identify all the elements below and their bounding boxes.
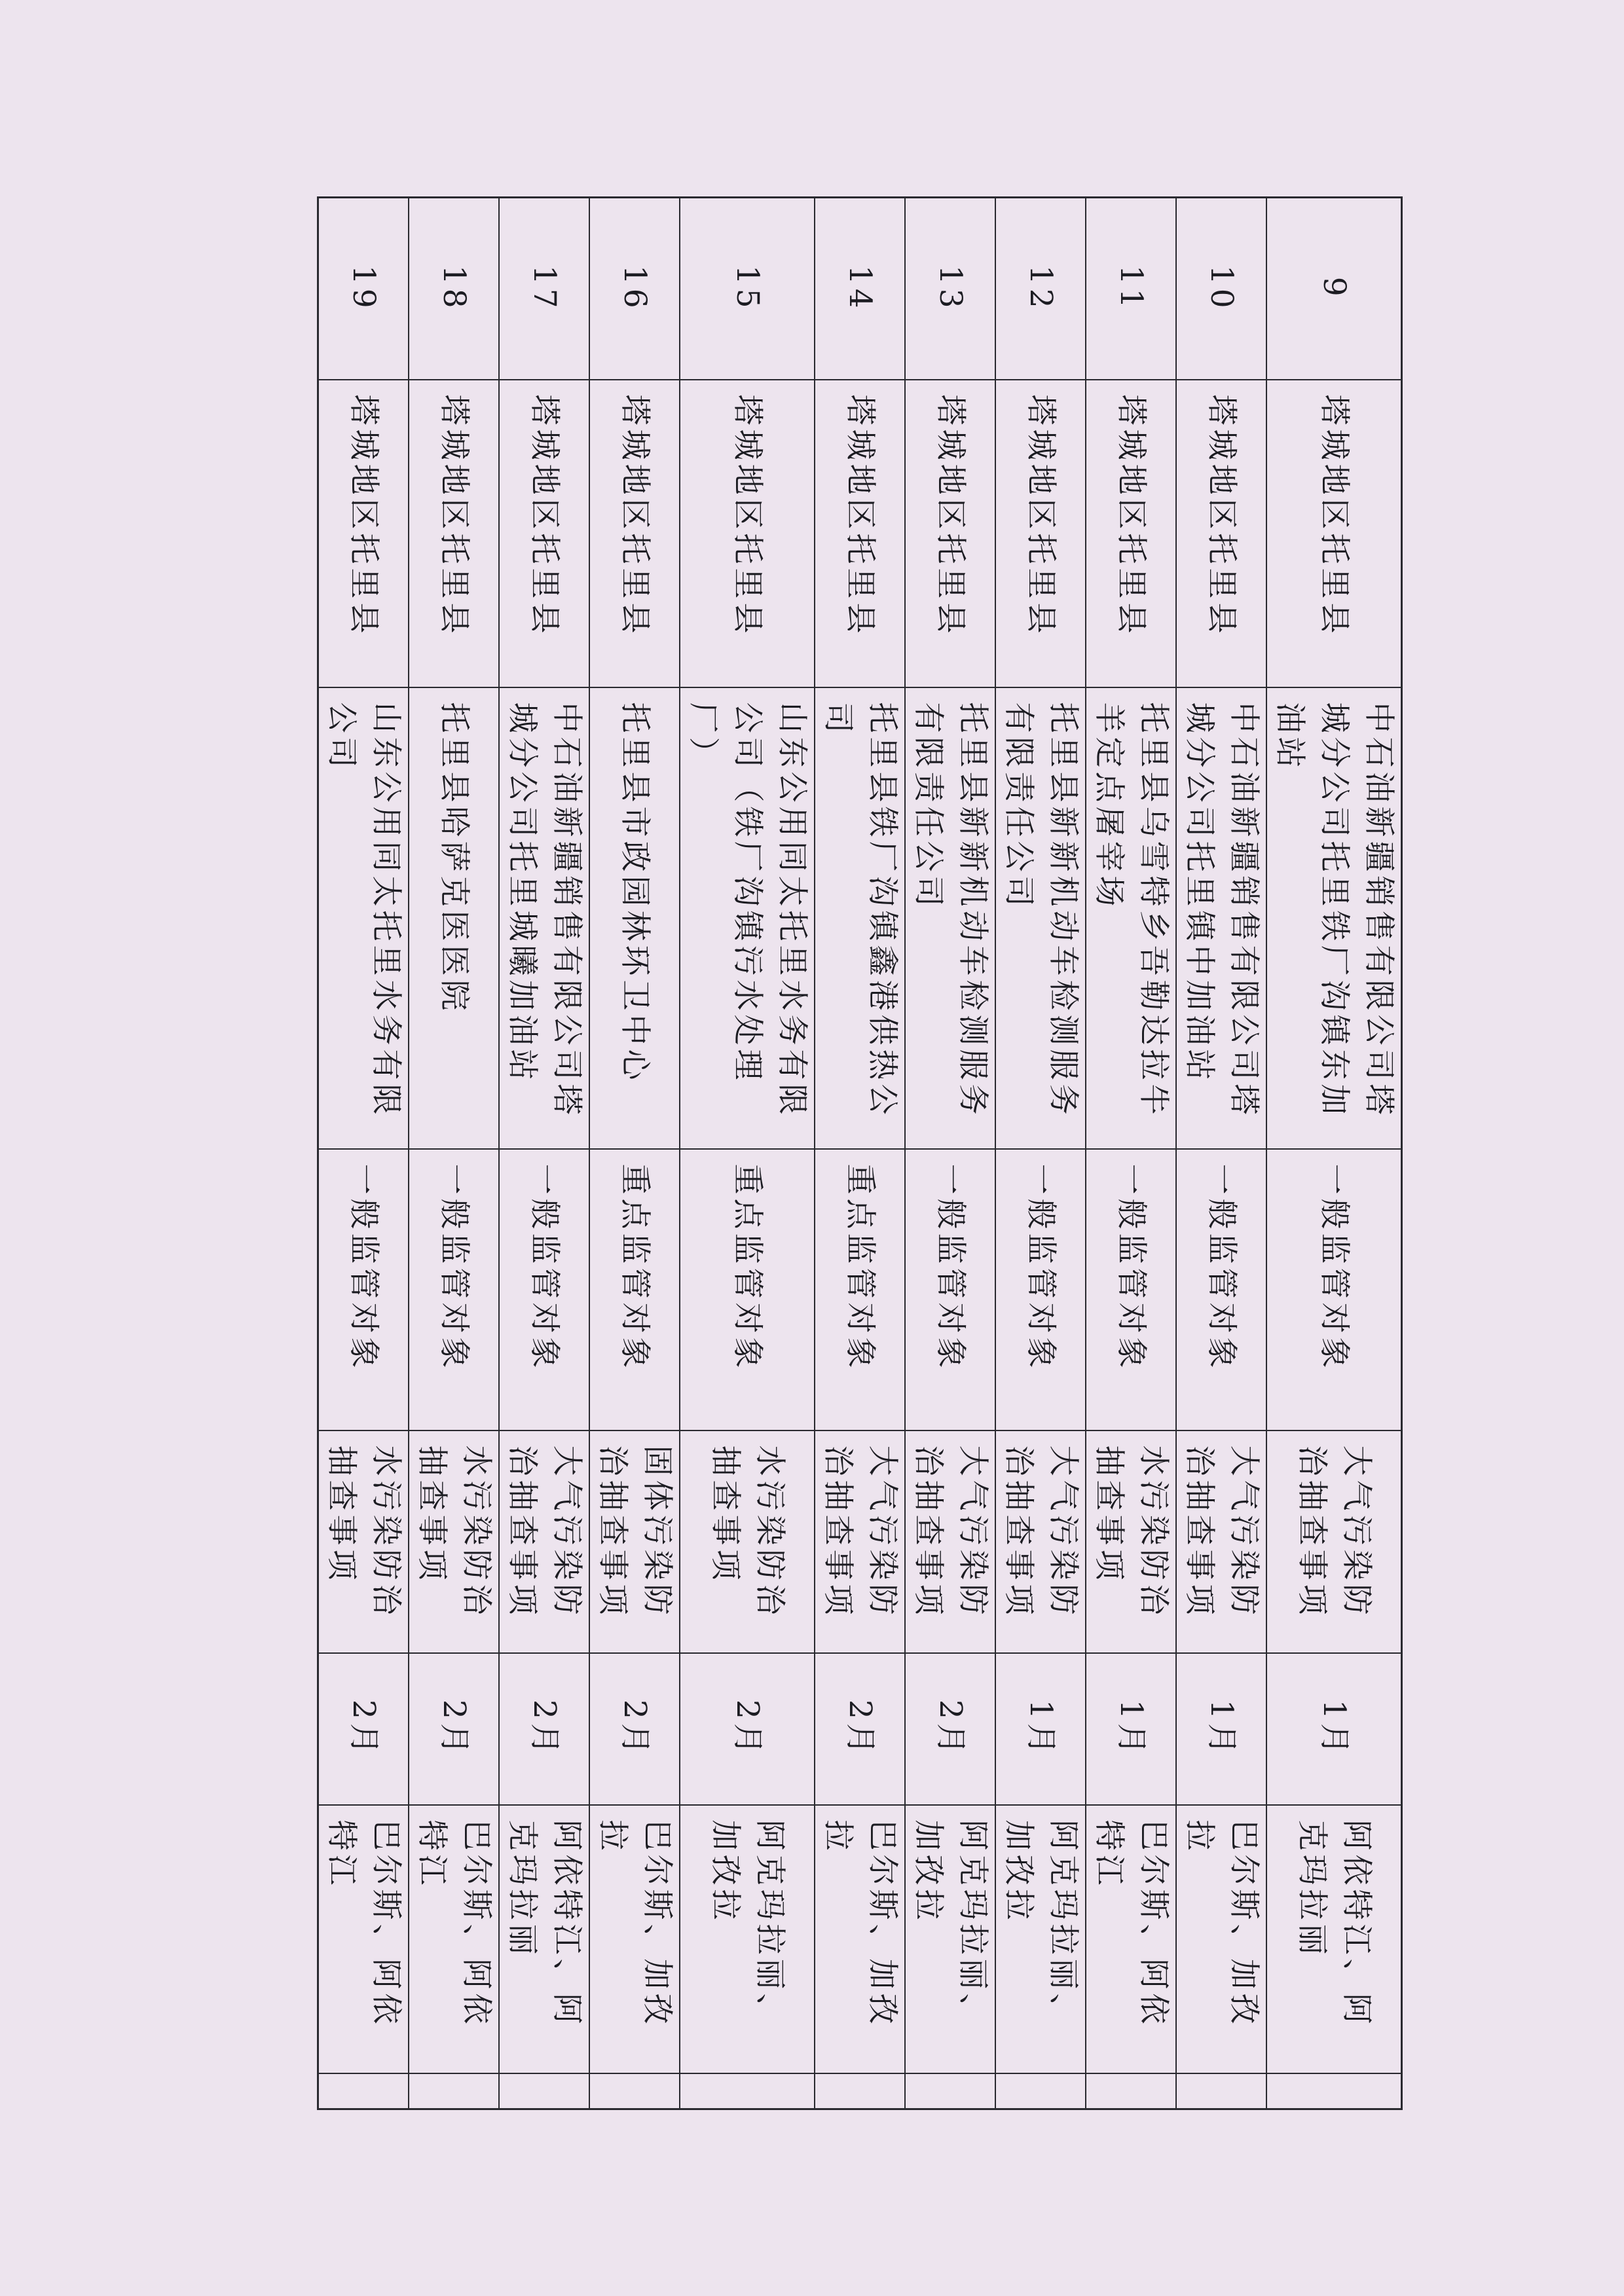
supervision-level-cell: 一般监管对象 xyxy=(409,1149,499,1430)
inspection-item-cell: 大气污染防治抽查事项 xyxy=(995,1430,1086,1653)
row-number: 17 xyxy=(499,198,589,380)
inspection-item-cell: 水污染防治抽查事项 xyxy=(318,1430,409,1653)
unit-name-cell: 托里县铁厂沟镇鑫港供热公司 xyxy=(815,687,905,1149)
supervision-level-cell: 一般监管对象 xyxy=(499,1149,589,1430)
inspection-item-cell: 大气污染防治抽查事项 xyxy=(1176,1430,1266,1653)
unit-name-cell: 托里县市政园林环卫中心 xyxy=(589,687,680,1149)
empty-cell xyxy=(1176,2073,1266,2109)
table-row xyxy=(1266,198,1402,2109)
unit-name-cell: 中石油新疆销售有限公司塔城分公司托里镇中加油站 xyxy=(1176,687,1266,1149)
empty-cell xyxy=(589,2073,680,2109)
supervision-level-cell: 一般监管对象 xyxy=(1176,1149,1266,1430)
table-row xyxy=(589,198,680,2109)
inspector-names-cell: 巴尔斯、加孜拉 xyxy=(815,1805,905,2073)
inspection-item-cell: 大气污染防治抽查事项 xyxy=(815,1430,905,1653)
unit-name-cell: 托里县新新机动车检测服务有限责任公司 xyxy=(905,687,995,1149)
supervision-level-cell: 重点监管对象 xyxy=(589,1149,680,1430)
table-row xyxy=(499,198,589,2109)
inspection-item-cell: 水污染防治抽查事项 xyxy=(409,1430,499,1653)
inspector-names-cell: 巴尔斯、加孜拉 xyxy=(1176,1805,1266,2073)
inspector-names-cell: 巴尔斯、阿依特江 xyxy=(318,1805,409,2073)
month-cell: 2月 xyxy=(499,1653,589,1805)
region-cell: 塔城地区托里县 xyxy=(318,380,409,687)
row-number: 14 xyxy=(815,198,905,380)
inspection-item-cell: 大气污染防治抽查事项 xyxy=(905,1430,995,1653)
empty-cell xyxy=(1086,2073,1176,2109)
supervision-level-cell: 重点监管对象 xyxy=(815,1149,905,1430)
table-row xyxy=(995,198,1086,2109)
supervision-level-cell: 一般监管对象 xyxy=(995,1149,1086,1430)
inspection-item-cell: 固体污染防治抽查事项 xyxy=(589,1430,680,1653)
row-number: 19 xyxy=(318,198,409,380)
unit-name-cell: 托里县乌雪特乡吾勒达拉牛羊定点屠宰场 xyxy=(1086,687,1176,1149)
row-number: 18 xyxy=(409,198,499,380)
region-cell: 塔城地区托里县 xyxy=(680,380,815,687)
inspector-names-cell: 阿依特江、阿克玛拉丽 xyxy=(1266,1805,1402,2073)
row-number: 11 xyxy=(1086,198,1176,380)
unit-name-cell: 托里县新新机动车检测服务有限责任公司 xyxy=(995,687,1086,1149)
empty-cell xyxy=(680,2073,815,2109)
supervision-level-cell: 一般监管对象 xyxy=(1086,1149,1176,1430)
empty-cell xyxy=(499,2073,589,2109)
month-cell: 1月 xyxy=(1266,1653,1402,1805)
region-cell: 塔城地区托里县 xyxy=(1176,380,1266,687)
empty-cell xyxy=(1266,2073,1402,2109)
region-cell: 塔城地区托里县 xyxy=(815,380,905,687)
supervision-level-cell: 一般监管对象 xyxy=(1266,1149,1402,1430)
region-cell: 塔城地区托里县 xyxy=(499,380,589,687)
month-cell: 1月 xyxy=(1086,1653,1176,1805)
inspection-item-cell: 大气污染防治抽查事项 xyxy=(499,1430,589,1653)
table-row xyxy=(1176,198,1266,2109)
empty-cell xyxy=(318,2073,409,2109)
row-number: 10 xyxy=(1176,198,1266,380)
inspector-names-cell: 巴尔斯、阿依特江 xyxy=(1086,1805,1176,2073)
month-cell: 2月 xyxy=(680,1653,815,1805)
inspector-names-cell: 巴尔斯、阿依特江 xyxy=(409,1805,499,2073)
table-row xyxy=(815,198,905,2109)
row-number: 9 xyxy=(1266,198,1402,380)
rotated-table-wrapper xyxy=(322,196,1403,2108)
month-cell: 2月 xyxy=(905,1653,995,1805)
row-number: 16 xyxy=(589,198,680,380)
month-cell: 2月 xyxy=(815,1653,905,1805)
unit-name-cell: 山东公用同太托里水务有限公司（铁厂沟镇污水处理厂） xyxy=(680,687,815,1149)
inspector-names-cell: 阿克玛拉丽、加孜拉 xyxy=(680,1805,815,2073)
table-row xyxy=(905,198,995,2109)
unit-name-cell: 托里县哈萨克医医院 xyxy=(409,687,499,1149)
region-cell: 塔城地区托里县 xyxy=(1266,380,1402,687)
month-cell: 2月 xyxy=(409,1653,499,1805)
inspector-names-cell: 阿克玛拉丽、加孜拉 xyxy=(905,1805,995,2073)
inspection-item-cell: 大气污染防治抽查事项 xyxy=(1266,1430,1402,1653)
inspector-names-cell: 阿依特江、阿克玛拉丽 xyxy=(499,1805,589,2073)
supervision-level-cell: 重点监管对象 xyxy=(680,1149,815,1430)
row-number: 13 xyxy=(905,198,995,380)
region-cell: 塔城地区托里县 xyxy=(409,380,499,687)
unit-name-cell: 中石油新疆销售有限公司塔城分公司托里铁厂沟镇东加油站 xyxy=(1266,687,1402,1149)
region-cell: 塔城地区托里县 xyxy=(1086,380,1176,687)
month-cell: 1月 xyxy=(1176,1653,1266,1805)
month-cell: 1月 xyxy=(995,1653,1086,1805)
row-number: 12 xyxy=(995,198,1086,380)
table-row xyxy=(680,198,815,2109)
empty-cell xyxy=(905,2073,995,2109)
row-number: 15 xyxy=(680,198,815,380)
region-cell: 塔城地区托里县 xyxy=(905,380,995,687)
month-cell: 2月 xyxy=(589,1653,680,1805)
unit-name-cell: 中石油新疆销售有限公司塔城分公司托里城曦加油站 xyxy=(499,687,589,1149)
empty-cell xyxy=(995,2073,1086,2109)
inspector-names-cell: 阿克玛拉丽、加孜拉 xyxy=(995,1805,1086,2073)
unit-name-cell: 山东公用同太托里水务有限公司 xyxy=(318,687,409,1149)
region-cell: 塔城地区托里县 xyxy=(995,380,1086,687)
month-cell: 2月 xyxy=(318,1653,409,1805)
region-cell: 塔城地区托里县 xyxy=(589,380,680,687)
table-row xyxy=(409,198,499,2109)
table-body xyxy=(318,198,1402,2109)
inspection-item-cell: 水污染防治抽查事项 xyxy=(1086,1430,1176,1653)
inspector-names-cell: 巴尔斯、加孜拉 xyxy=(589,1805,680,2073)
inspection-item-cell: 水污染防治抽查事项 xyxy=(680,1430,815,1653)
table-row xyxy=(318,198,409,2109)
table-row xyxy=(1086,198,1176,2109)
supervision-level-cell: 一般监管对象 xyxy=(318,1149,409,1430)
empty-cell xyxy=(409,2073,499,2109)
empty-cell xyxy=(815,2073,905,2109)
inspection-table xyxy=(317,196,1403,2110)
supervision-level-cell: 一般监管对象 xyxy=(905,1149,995,1430)
